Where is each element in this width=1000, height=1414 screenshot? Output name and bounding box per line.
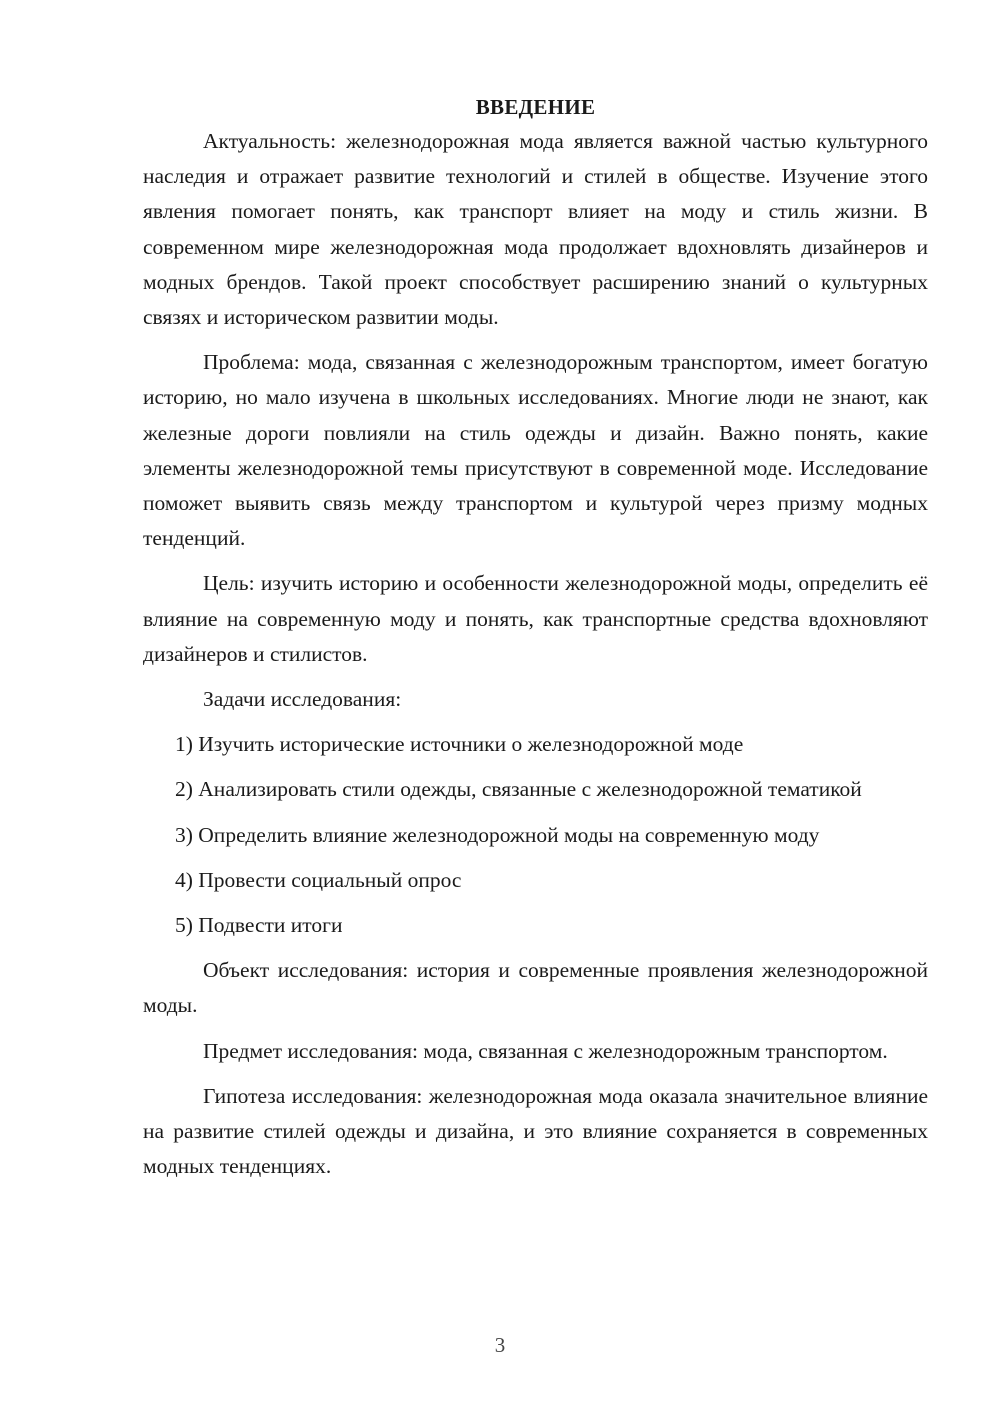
list-item: 4) Провести социальный опрос bbox=[175, 867, 462, 892]
page-title: ВВЕДЕНИЕ bbox=[475, 95, 596, 119]
paragraph-hypothesis: Гипотеза исследования: железнодорожная мода оказала значительное влияние на развитие стилей одежды и дизайна, и это влияние сохраняется в современных модных тенденциях. bbox=[143, 1083, 928, 1179]
paragraph-problem: Проблема: мода, связанная с железнодорожным транспортом, имеет богатую историю, но мало изучена в школьных исследованиях. Многие люди не знают, как железные дороги повлияли на стиль одежды и дизайн. Важно понять, какие элементы железнодорожной темы присутствуют в современной моде. Исследование поможет выявить связь между транспортом и культурой через призму модных тенденций. bbox=[143, 350, 928, 551]
tasks-heading: Задачи исследования: bbox=[203, 687, 402, 712]
list-item: 5) Подвести итоги bbox=[175, 913, 343, 938]
page-number: 3 bbox=[494, 1333, 506, 1357]
tasks-list bbox=[143, 727, 928, 943]
list-item: 2) Анализировать стили одежды, связанные с железнодорожной тематикой bbox=[175, 777, 862, 802]
document-page bbox=[143, 90, 928, 1184]
list-item: 3) Определить влияние железнодорожной моды на современную моду bbox=[175, 822, 820, 847]
paragraph-relevance: Актуальность: железнодорожная мода является важной частью культурного наследия и отражает развитие технологий и стилей в обществе. Изучение этого явления помогает понять, как транспорт влияет на моду и стиль жизни. В современном мире железнодорожная мода продолжает вдохновлять дизайнеров и модных брендов. Такой проект способствует расширению знаний о культурных связях и историческом развитии моды. bbox=[143, 129, 928, 330]
list-item: 1) Изучить исторические источники о железнодорожной моде bbox=[175, 732, 744, 757]
paragraph-goal: Цель: изучить историю и особенности железнодорожной моды, определить её влияние на современную моду и понять, как транспортные средства вдохновляют дизайнеров и стилистов. bbox=[143, 571, 928, 666]
paragraph-object: Объект исследования: история и современные проявления железнодорожной моды. bbox=[143, 958, 928, 1018]
paragraph-subject: Предмет исследования: мода, связанная с железнодорожным транспортом. bbox=[203, 1038, 888, 1063]
